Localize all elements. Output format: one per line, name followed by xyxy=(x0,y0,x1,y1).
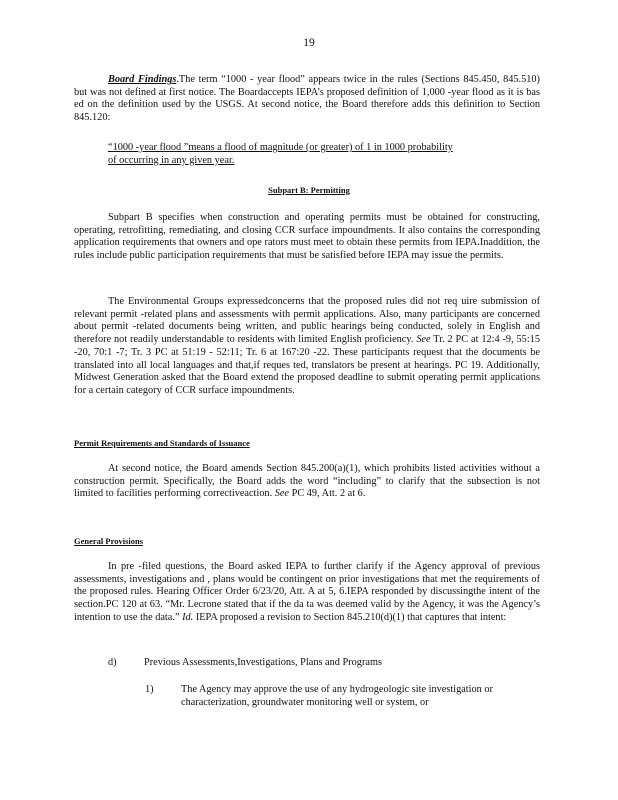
second-notice-see: See xyxy=(274,488,290,500)
board-findings-text: .The term “1000 - year flood” appears twice in the rules (Sections 845.450, 845.510) but was not defined at first notice. The Boardaccepts IEPA’s proposed definition of 1,000 -year flood as it is bas ed on the definition used by the USGS. At second notice, the Board therefore adds this definition to Section 845.120: xyxy=(74,74,540,124)
list-item-1-text: The Agency may approve the use of any hydrogeologic site investigation or characterization, groundwater monitoring well or system, or xyxy=(181,684,493,708)
subpart-b-paragraph: Subpart B specifies when construction and operating permits must be obtained for constructing, operating, retrofitting, remediating, and closing CCR surface impoundments. It also contains the corresponding application requirements that owners and ope rators must meet to obtain these permits from IEPA.Inaddition, the rules include public participation requirements that must be satisfied before IEPA may issue the permits. xyxy=(74,212,540,262)
page-number: 19 xyxy=(303,37,315,49)
list-item-d-label: d) xyxy=(108,657,117,668)
env-groups-text-1: The Environmental Groups expressedconcerns that the proposed rules did not req uire submission of relevant permit -related plans and assessments with permit applications. Also, many participants are concerned about permit -related documents being written, and public hearings being conducted, solely in English and therefore not readily understandable to residents with limited English proficiency. xyxy=(74,296,540,346)
list-item-d-text: Previous Assessments,Investigations, Plans and Programs xyxy=(144,657,382,668)
board-findings-heading: Board Findings xyxy=(108,74,177,85)
environmental-groups-paragraph xyxy=(74,296,540,398)
env-groups-see: See xyxy=(416,334,431,346)
second-notice-text-1: At second notice, the Board amends Section 845.200(a)(1), which prohibits listed activities without a construction permit. Specifically, the Board adds the word “including” to clarify that the subsection is not limited to facilities performing correctiveaction. xyxy=(74,463,540,500)
second-notice-paragraph xyxy=(74,463,540,501)
list-item-d xyxy=(108,657,382,670)
list-item-1 xyxy=(145,684,545,709)
second-notice-text-2: PC 49, Att. 2 at 6. xyxy=(291,488,366,500)
prefiled-id-cite: Id. xyxy=(182,611,194,623)
permit-requirements-heading: Permit Requirements and Standards of Issuance xyxy=(74,438,250,448)
board-findings-paragraph xyxy=(74,74,540,125)
prefiled-text-2: IEPA proposed a revision to Section 845.210(d)(1) that captures that intent: xyxy=(195,611,507,623)
list-item-1-label: 1) xyxy=(145,684,154,695)
prefiled-text-1: In pre -filed questions, the Board asked IEPA to further clarify if the Agency approval of previous assessments, investigations and , plans would be contingent on prior investigations that met the requirements of the proposed rules. Hearing Officer Order 6/23/20, Att. A at 5, 6.IEPA responded by discussingthe intent of the section.PC 120 at 63. “Mr. Lecrone stated that if the da ta was deemed valid by the Agency, it was the Agency’s intention to use the data.” xyxy=(74,561,540,623)
flood-definition-quote: “1000 -year flood ”means a flood of magnitude (or greater) of 1 in 1000 probability of occurring in any given year. xyxy=(108,142,453,166)
subpart-b-heading: Subpart B: Permitting xyxy=(268,185,350,195)
general-provisions-heading: General Provisions xyxy=(74,536,144,546)
env-groups-text-2: Tr. 2 PC at 12:4 -9, 55:15 -20, 70:1 -7; Tr. 3 PC at 51:19 - 52:11; Tr. 6 at 167:20 -22. These participants request that the documents be translated into all local languages and that,if reques ted, translators be present at hearings. PC 19. Additionally, Midwest Generation asked that the Board extend the proposed deadline to submit operating permit applications for a certain category of CCR surface impoundments. xyxy=(74,334,540,396)
prefiled-questions-paragraph xyxy=(74,561,540,625)
